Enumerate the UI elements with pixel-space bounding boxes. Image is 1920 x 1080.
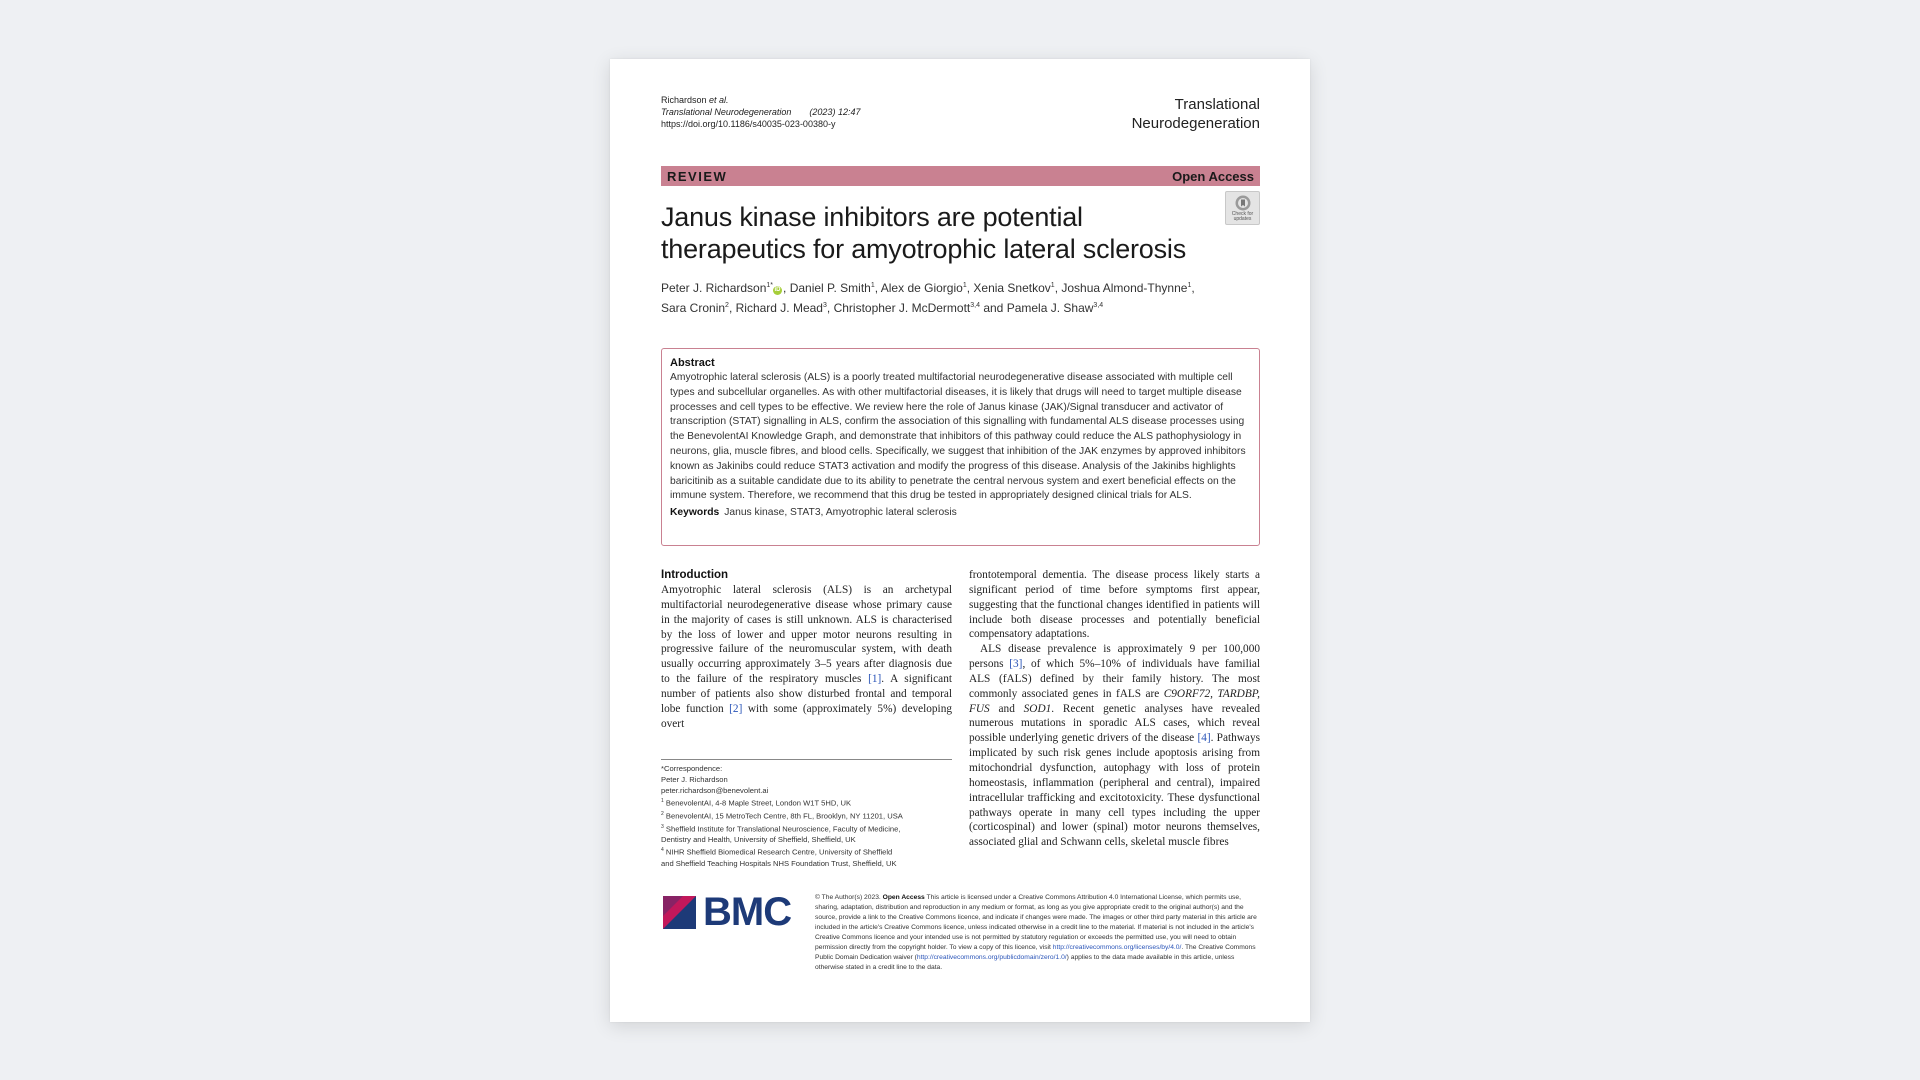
article-title: Janus kinase inhibitors are potential therapeutics for amyotrophic lateral sclerosis — [661, 202, 1187, 264]
author-name[interactable]: Pamela J. Shaw — [1006, 301, 1094, 315]
open-access-bold: Open Access — [882, 894, 925, 901]
orcid-icon[interactable]: iD — [774, 287, 781, 293]
author-affil: 1* — [766, 282, 774, 289]
author-separator: , — [966, 281, 974, 295]
gene-names: C9ORF72, TARDBP, FUS — [969, 687, 1260, 715]
citation-link[interactable]: [4] — [1197, 732, 1211, 745]
author-separator: , — [728, 301, 736, 315]
author-list — [661, 277, 1261, 317]
bmc-wordmark: BMC — [703, 890, 792, 934]
doi-link[interactable]: https://doi.org/10.1186/s40035-023-00380-y — [661, 119, 836, 129]
affil-number: 1 — [661, 798, 664, 805]
article-type: REVIEW — [667, 168, 728, 184]
author-name[interactable]: Xenia Snetkov — [973, 281, 1051, 295]
intro-text: . Pathways implicated by such risk genes include apoptosis arising from mitochondrial dysfunction, autophagy with loss of protein homeostasis, inflammation (peripheral and central), impaired intracellular trafficking and excitotoxicity. These dysfunctional pathways operate in many cell types including the upper (corticospinal) and lower (spinal) motor neurons themselves, associated glial and Schwann cells, skeletal muscle fibres — [969, 732, 1260, 849]
copyright: © The Author(s) 2023. — [815, 894, 881, 901]
abstract-heading: Abstract — [670, 357, 715, 369]
correspondence-label: *Correspondence: — [661, 764, 723, 773]
affil-number: 2 — [661, 810, 664, 817]
affil-text: Sheffield Institute for Translational Neuroscience, Faculty of Medicine, — [665, 824, 901, 834]
affiliation-2 — [661, 809, 961, 822]
affiliation-3-cont: Dentistry and Health, University of Sheffield, Sheffield, UK — [661, 835, 856, 845]
abstract-text: Amyotrophic lateral sclerosis (ALS) is a poorly treated multifactorial neurodegenerative disease associated with multiple cell types and subcellular organelles. As with other multifactorial diseases, it is likely that drugs will need to target multiple disease processes and cell types to be effective. We review here the role of Janus kinase (JAK)/Signal transducer and activator of transcription (STAT) signalling in ALS, confirm the association of this signalling with fundamental ALS disease processes using the BenevolentAI Knowledge Graph, and demonstrate that inhibitors of this pathway could reduce the ALS pathophysiology in neurons, glia, muscle fibres, and blood cells. Specifically, we suggest that inhibition of the JAK enzymes by approved inhibitors known as Jakinibs could reduce STAT3 activation and modify the progress of this disease. Analysis of the Jakinibs highlights baricitinib as a suitable candidate due to its ability to penetrate the central nervous system and exert beneficial effects on the immune system. Therefore, we recommend that this drug be tested in appropriately designed clinical trials for ALS. — [670, 372, 1246, 502]
keywords-label: Keywords — [670, 507, 720, 519]
intro-paragraph-1 — [661, 583, 952, 731]
journal-name-line1: Translational — [1174, 96, 1260, 113]
author-affil: 2 — [725, 302, 729, 309]
check-updates-icon — [1234, 194, 1252, 212]
author-separator: , — [1191, 281, 1195, 295]
license-link[interactable]: http://creativecommons.org/licenses/by/4.0/ — [1052, 944, 1182, 951]
license-body: . The Creative Commons Public Domain Dedication waiver ( — [815, 944, 1256, 961]
bmc-mark-icon — [663, 896, 696, 929]
citation-link[interactable]: [3] — [1009, 658, 1023, 671]
footnote-divider — [661, 759, 952, 760]
open-access-label: Open Access — [1172, 168, 1254, 184]
intro-heading: Introduction — [661, 569, 729, 581]
author-affil: 3,4 — [970, 302, 980, 309]
intro-text: Amyotrophic lateral sclerosis (ALS) is an archetypal multifactorial neurodegenerative disease whose primary cause in the majority of cases is still unknown. ALS is characterised by the loss of lower and upper motor neurons resulting in progressive failure of the neuromuscular system, with death usually occurring approximately 3–5 years after diagnosis due to the failure of the respiratory muscles — [661, 584, 952, 686]
body-column-left — [661, 568, 952, 731]
author-separator: , — [783, 281, 790, 295]
check-updates-line2: updates — [1233, 216, 1252, 222]
intro-text: . Recent genetic analyses have revealed numerous mutations in sporadic ALS cases, which reveal possible underlying genetic drivers of the disease — [969, 702, 1260, 745]
footnotes — [661, 763, 961, 869]
journal-name — [1132, 95, 1260, 133]
author-affil: 1 — [962, 282, 967, 289]
year-volume: (2023) 12:47 — [809, 107, 861, 117]
author-name[interactable]: Richard J. Mead — [735, 301, 823, 315]
author-affil: 3 — [822, 302, 827, 309]
et-al: et al. — [709, 95, 729, 105]
license-text — [815, 893, 1260, 973]
author-name[interactable]: Christopher J. McDermott — [833, 301, 971, 315]
affiliation-3 — [661, 822, 961, 835]
affiliation-1 — [661, 796, 961, 809]
intro-text: and — [989, 702, 1024, 715]
intro-text: . A significant number of patients also show disturbed frontal and temporal lobe function — [661, 673, 952, 715]
affil-text: NIHR Sheffield Biomedical Research Centre, University of Sheffield — [665, 847, 893, 857]
correspondence-email[interactable]: peter.richardson@benevolent.ai — [661, 786, 769, 796]
intro-text: with some (approximately 5%) developing overt — [661, 702, 952, 730]
author-separator: , — [1054, 281, 1062, 295]
intro-text: , of which 5%–10% of individuals have familial ALS (fALS) defined by their family history. The most commonly associated genes in fALS are — [969, 658, 1260, 700]
license-body: ) applies to the data made available in this article, unless otherwise stated in a credit line to the data. — [815, 954, 1235, 971]
author-short: Richardson — [661, 95, 707, 105]
author-affil: 3,4 — [1093, 302, 1104, 309]
author-separator: , — [874, 281, 881, 295]
body-column-right — [969, 568, 1260, 850]
author-affil: 1 — [870, 282, 875, 289]
author-name[interactable]: Sara Cronin — [661, 301, 726, 315]
author-name[interactable]: Daniel P. Smith — [789, 281, 871, 295]
article-type-banner — [661, 166, 1260, 186]
check-updates-line1: Check for — [1231, 211, 1254, 217]
affil-number: 4 — [661, 847, 664, 854]
license-body: This article is licensed under a Creative Commons Attribution 4.0 International License, which permits use, sharing, adaptation, distribution and reproduction in any medium or format, as long as you give appropriate credit to the original author(s) and the source, provide a link to the Creative Commons licence, and indicate if changes were made. The images or other third party material in this article are included in the article's Creative Commons licence, unless indicated otherwise in a credit line to the material. If material is not included in the article's Creative Commons licence and your intended use is not permitted by statutory regulation or exceeds the permitted use, you will need to obtain permission directly from the copyright holder. To view a copy of this licence, visit — [815, 894, 1257, 951]
citation-link[interactable]: [2] — [729, 702, 743, 715]
abstract-box — [661, 348, 1260, 546]
intro-text: ALS disease prevalence is approximately 9 per 100,000 persons — [969, 643, 1260, 671]
author-name[interactable]: Joshua Almond-Thynne — [1061, 281, 1188, 295]
author-separator: and — [980, 301, 1007, 315]
citation-header — [661, 94, 860, 130]
citation-link[interactable]: [1] — [868, 673, 882, 686]
journal-name-line2: Neurodegeneration — [1131, 115, 1260, 132]
intro-paragraph-2 — [969, 642, 1260, 850]
cc0-link[interactable]: http://creativecommons.org/publicdomain/zero/1.0/ — [916, 954, 1067, 961]
bmc-logo — [663, 892, 791, 932]
keywords-text: Janus kinase, STAT3, Amyotrophic lateral sclerosis — [724, 507, 957, 519]
author-affil: 1 — [1187, 282, 1192, 289]
intro-paragraph-1-cont: frontotemporal dementia. The disease process likely starts a significant period of time before symptoms first appear, suggesting that the functional changes identified in patients will include both disease processes and potentially beneficial compensatory adaptations. — [969, 569, 1260, 641]
gene-name: SOD1 — [1023, 702, 1052, 715]
author-name[interactable]: Peter J. Richardson — [661, 281, 767, 295]
author-affil: 1 — [1050, 282, 1055, 289]
correspondence-name: Peter J. Richardson — [661, 775, 728, 785]
affil-text: BenevolentAI, 4-8 Maple Street, London W1T 5HD, UK — [665, 798, 852, 808]
journal-italic: Translational Neurodegeneration — [661, 107, 792, 117]
keywords-line — [670, 506, 1251, 520]
affil-text: BenevolentAI, 15 MetroTech Centre, 8th FL, Brooklyn, NY 11201, USA — [665, 811, 903, 821]
author-name[interactable]: Alex de Giorgio — [880, 281, 963, 295]
affiliation-4-cont: and Sheffield Teaching Hospitals NHS Foundation Trust, Sheffield, UK — [661, 858, 897, 868]
check-for-updates-button[interactable] — [1225, 191, 1260, 225]
affil-number: 3 — [661, 823, 664, 830]
paper-page — [610, 59, 1310, 1022]
affiliation-4 — [661, 845, 961, 858]
author-separator: , — [826, 301, 834, 315]
